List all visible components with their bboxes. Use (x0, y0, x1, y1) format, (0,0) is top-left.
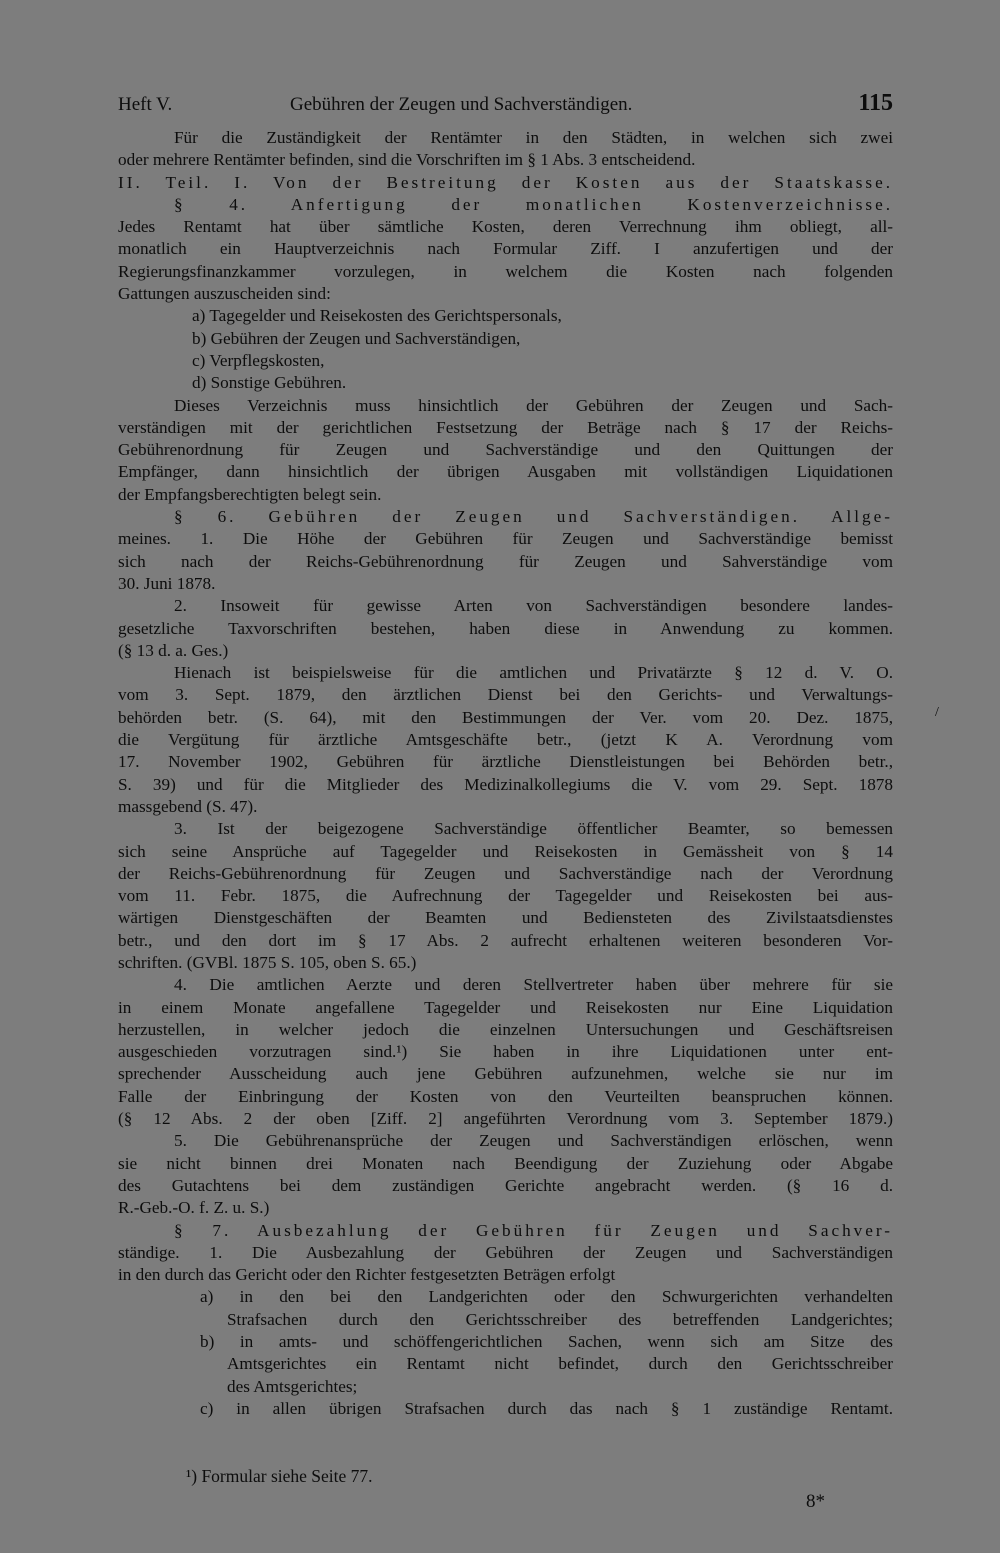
text-line: der Reichs-Gebührenordnung für Zeugen und Sachverständige nach der Verordnung (118, 863, 893, 883)
text-line: 5. Die Gebührenansprüche der Zeugen und Sachverständigen erlöschen, wenn (174, 1131, 893, 1151)
text-line: sich nach der Reichs-Gebührenordnung für Zeugen und Sahverständige vom (118, 551, 893, 571)
text-line: c) in allen übrigen Strafsachen durch das nach § 1 zuständige Rentamt. (200, 1398, 893, 1418)
text-line: Gattungen auszuscheiden sind: (118, 284, 331, 304)
text-line: Gebührenordnung für Zeugen und Sachverständige und den Quittungen der (118, 440, 893, 460)
text-line: meines. 1. Die Höhe der Gebühren für Zeugen und Sachverständige bemisst (118, 529, 893, 549)
text-line: Empfänger, dann hinsichtlich der übrigen Ausgaben mit vollständigen Liquidationen (118, 462, 893, 482)
text-line: in den durch das Gericht oder den Richter festgesetzten Beträgen erfolgt (118, 1265, 616, 1285)
text-line: des Gutachtens bei dem zuständigen Gerichte angebracht werden. (§ 16 d. (118, 1175, 893, 1195)
text-line: 4. Die amtlichen Aerzte und deren Stellvertreter haben über mehrere für sie (174, 975, 893, 995)
text-line: Regierungsfinanzkammer vorzulegen, in welchem die Kosten nach folgenden (118, 261, 893, 281)
text-line: behörden betr. (S. 64), mit den Bestimmungen der Ver. vom 20. Dez. 1875, (118, 707, 893, 727)
text-line: 3. Ist der beigezogene Sachverständige öffentlicher Beamter, so bemessen (174, 819, 893, 839)
text-line: a) in den bei den Landgerichten oder den Schwurgerichten verhandelten (200, 1287, 893, 1307)
text-line: § 6. Gebühren der Zeugen und Sachverständigen. Allge- (174, 507, 893, 527)
text-line: in einem Monate angefallene Tagegelder und Reisekosten nur Eine Liquidation (118, 997, 893, 1017)
text-line: monatlich ein Hauptverzeichnis nach Formular Ziff. I anzufertigen und der (118, 239, 893, 259)
text-line: S. 39) und für die Mitglieder des Medizinalkollegiums die V. vom 29. Sept. 1878 (118, 774, 893, 794)
text-line: wärtigen Dienstgeschäften der Beamten und Bediensteten des Zivilstaatsdienstes (118, 908, 893, 928)
text-line: Falle der Einbringung der Kosten von den Veurteilten beanspruchen können. (118, 1086, 893, 1106)
text-line: Jedes Rentamt hat über sämtliche Kosten, deren Verrechnung ihm obliegt, all- (118, 217, 893, 237)
text-line: sie nicht binnen drei Monaten nach Beendigung der Zuziehung oder Abgabe (118, 1153, 893, 1173)
text-line: 2. Insoweit für gewisse Arten von Sachverständigen besondere landes- (174, 596, 893, 616)
text-line: 17. November 1902, Gebühren für ärztliche Dienstleistungen bei Behörden betr., (118, 752, 893, 772)
header-issue: Heft V. (118, 94, 173, 115)
text-line: betr., und den dort im § 17 Abs. 2 aufrecht erhaltenen weiteren besonderen Vor- (118, 930, 893, 950)
header-title: Gebühren der Zeugen und Sachverständigen. (290, 94, 633, 115)
text-line: 30. Juni 1878. (118, 573, 216, 593)
text-line: Hienach ist beispielsweise für die amtlichen und Privatärzte § 12 d. V. O. (174, 663, 893, 683)
text-line: der Empfangsberechtigten belegt sein. (118, 484, 382, 504)
text-line: c) Verpflegskosten, (192, 350, 325, 370)
body-text (118, 127, 893, 1420)
text-line: Amtsgerichtes ein Rentamt nicht befindet, durch den Gerichtsschreiber (227, 1354, 893, 1374)
page-number: 115 (858, 90, 893, 116)
text-line: vom 3. Sept. 1879, den ärztlichen Dienst bei den Gerichts- und Verwaltungs- (118, 685, 893, 705)
text-line: die Vergütung für ärztliche Amtsgeschäfte betr., (jetzt K A. Verordnung vom (118, 730, 893, 750)
text-line: schriften. (GVBl. 1875 S. 105, oben S. 65.) (118, 952, 417, 972)
text-line: Dieses Verzeichnis muss hinsichtlich der Gebühren der Zeugen und Sach- (174, 395, 893, 415)
text-line: ausgeschieden vorzutragen sind.¹) Sie haben in ihre Liquidationen unter ent- (118, 1042, 893, 1062)
text-line: Strafsachen durch den Gerichtsschreiber des betreffenden Landgerichtes; (227, 1309, 893, 1329)
text-line: herzustellen, in welcher jedoch die einzelnen Untersuchungen und Geschäftsreisen (118, 1019, 893, 1039)
text-line: § 4. Anfertigung der monatlichen Kostenverzeichnisse. (174, 194, 893, 214)
signature-mark: 8* (806, 1491, 825, 1512)
text-line: massgebend (S. 47). (118, 796, 258, 816)
text-line: vom 11. Febr. 1875, die Aufrechnung der Tagegelder und Reisekosten bei aus- (118, 886, 893, 906)
running-header (118, 90, 893, 124)
text-line: (§ 12 Abs. 2 der oben [Ziff. 2] angeführten Verordnung vom 3. September 1879.) (118, 1109, 893, 1129)
text-line: Für die Zuständigkeit der Rentämter in den Städten, in welchen sich zwei (174, 128, 893, 147)
margin-mark: / (935, 705, 939, 720)
text-line: b) Gebühren der Zeugen und Sachverständigen, (192, 328, 521, 348)
text-line: § 7. Ausbezahlung der Gebühren für Zeugen und Sachver- (174, 1220, 893, 1240)
text-line: II. Teil. I. Von der Bestreitung der Kosten aus der Staatskasse. (118, 172, 893, 192)
text-line: b) in amts- und schöffengerichtlichen Sachen, wenn sich am Sitze des (200, 1332, 893, 1352)
text-line: ständige. 1. Die Ausbezahlung der Gebühren der Zeugen und Sachverständigen (118, 1242, 893, 1262)
text-line: a) Tagegelder und Reisekosten des Gerichtspersonals, (192, 306, 562, 326)
text-line: oder mehrere Rentämter befinden, sind die Vorschriften im § 1 Abs. 3 entscheidend. (118, 150, 696, 170)
footnote: ¹) Formular siehe Seite 77. (186, 1466, 373, 1486)
text-line: R.-Geb.-O. f. Z. u. S.) (118, 1198, 270, 1218)
text-line: (§ 13 d. a. Ges.) (118, 640, 229, 660)
page (118, 90, 893, 1420)
text-line: des Amtsgerichtes; (227, 1376, 358, 1396)
text-line: sich seine Ansprüche auf Tagegelder und Reisekosten in Gemässheit von § 14 (118, 841, 893, 861)
text-line: sprechender Ausscheidung auch jene Gebühren aufzunehmen, welche sie nur im (118, 1064, 893, 1084)
text-line: gesetzliche Taxvorschriften bestehen, haben diese in Anwendung zu kommen. (118, 618, 893, 638)
text-line: d) Sonstige Gebühren. (192, 373, 347, 393)
text-line: verständigen mit der gerichtlichen Festsetzung der Beträge nach § 17 der Reichs- (118, 417, 893, 437)
